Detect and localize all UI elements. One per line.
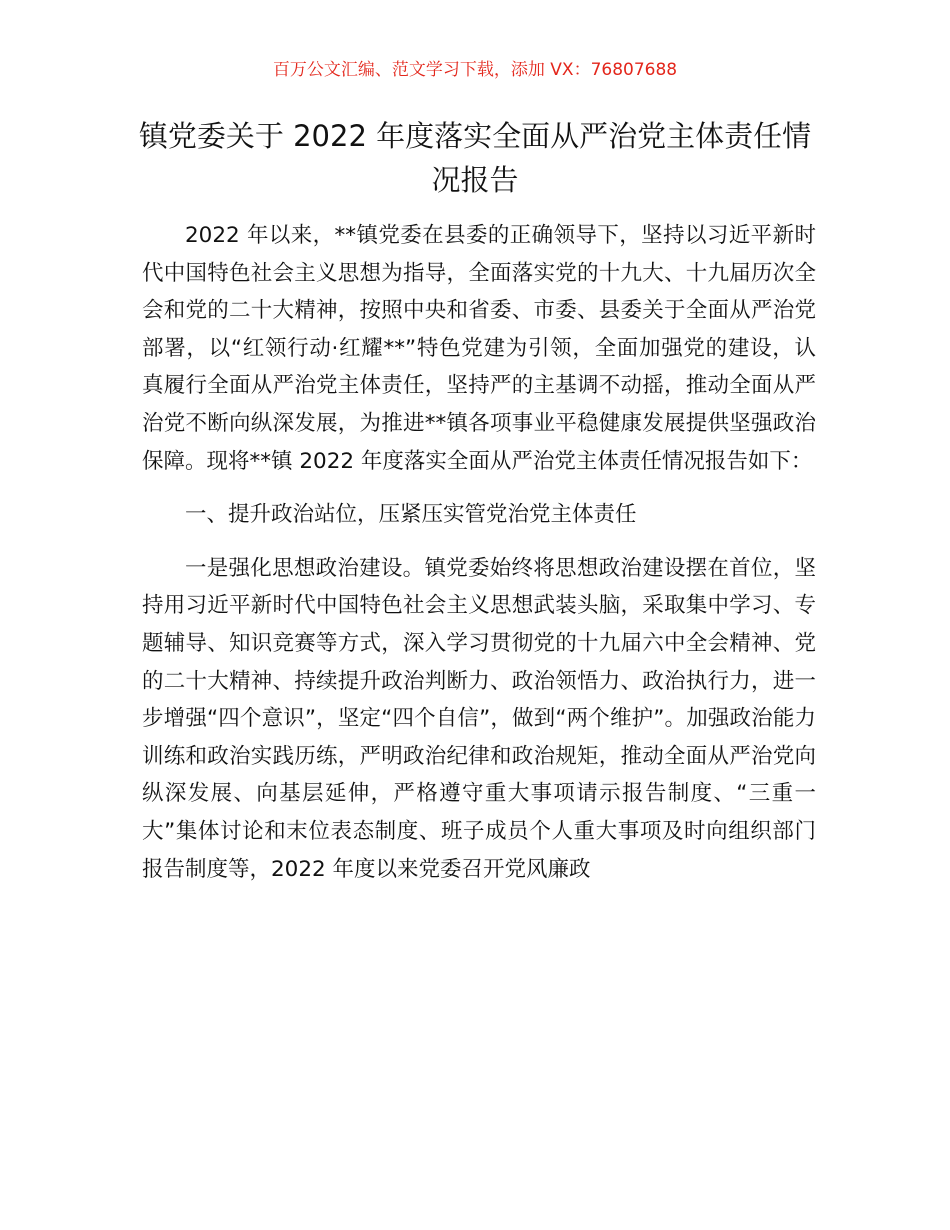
section-heading: 一、提升政治站位，压紧压实管党治党主体责任 [185,502,637,528]
intro-paragraph: 2022 年以来，**镇党委在县委的正确领导下，坚持以习近平新时代中国特色社会主义思想为指导，全面落实党的十九大、十九届历次全会和党的二十大精神，按照中央和省委、市委、县委关于全面从严治党部署，以“红领行动·红耀**”特色党建为引领，全面加强党的建设，认真履行全面从严治党主体责任，坚持严的主基调不动摇，推动全面从严治党不断向纵深发展，为推进**镇各项事业平稳健康发展提供坚强政治保障。现将**镇 2022 年度落实全面从严治党主体责任情况报告如下： [142,223,816,474]
document-title: 镇党委关于 2022 年度落实全面从严治党主体责任情况报告 [138,119,812,197]
source-banner: 百万公文汇编、范文学习下载，添加 VX：76807688 [272,60,678,80]
document-body [142,217,816,888]
body-paragraph: 一是强化思想政治建设。镇党委始终将思想政治建设摆在首位，坚持用习近平新时代中国特色社会主义思想武装头脑，采取集中学习、专题辅导、知识竞赛等方式，深入学习贯彻党的十九届六中全会精神、党的二十大精神、持续提升政治判断力、政治领悟力、政治执行力，进一步增强“四个意识”，坚定“四个自信”，做到“两个维护”。加强政治能力训练和政治实践历练，严明政治纪律和政治规矩，推动全面从严治党向纵深发展、向基层延伸，严格遵守重大事项请示报告制度、“三重一大”集体讨论和末位表态制度、班子成员个人重大事项及时向组织部门报告制度等，2022 年度以来党委召开党风廉政 [142,555,816,882]
